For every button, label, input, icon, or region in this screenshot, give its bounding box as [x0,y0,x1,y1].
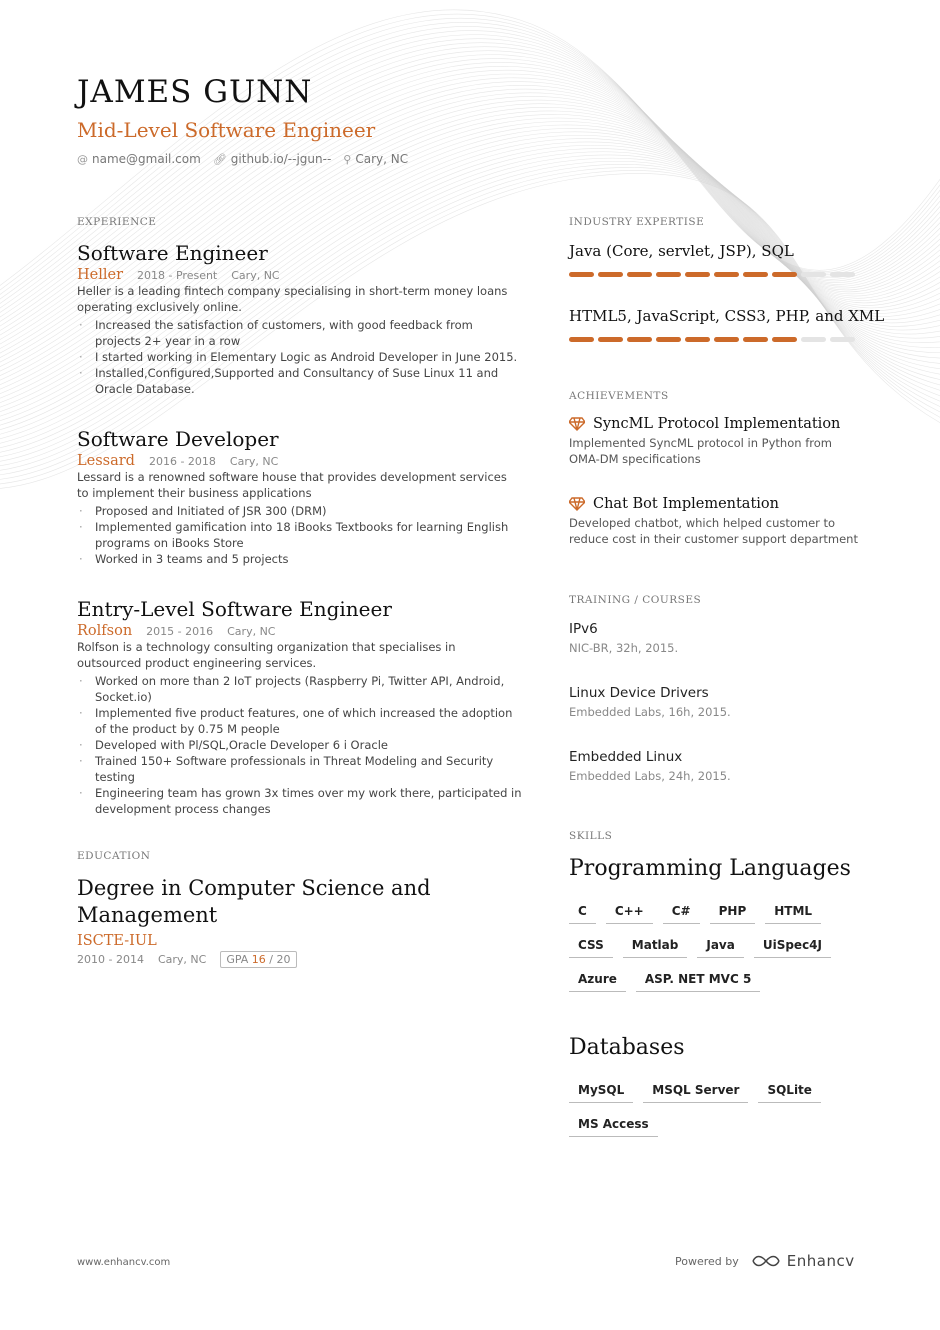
job-location: Cary, NC [227,625,276,638]
job-company: Lessard [77,453,135,469]
education-heading: EDUCATION [77,850,151,862]
skill-tag: Java [697,938,743,958]
contact-row [77,152,408,166]
job-description: Rolfson is a technology consulting organization that specialises in outsourced product engineering services. [77,640,456,670]
bullet-item: · I started working in Elementary Logic as Android Developer in June 2015. [77,349,522,365]
expertise-item [569,242,855,277]
level-segment-filled [685,337,710,342]
skill-tag: MySQL [569,1083,633,1103]
bullet-item: · Worked on more than 2 IoT projects (Raspberry Pi, Twitter API, Android, Socket.io) [77,673,522,705]
job-description: Lessard is a renowned software house that provides development services to implement their business applications [77,470,507,500]
job-location: Cary, NC [231,269,280,282]
course-item [569,621,678,655]
gpa-badge [220,951,296,968]
level-segment-filled [772,272,797,277]
skills-heading: SKILLS [569,830,613,842]
education-dates: 2010 - 2014 [77,953,144,966]
experience-entry [77,597,522,817]
level-segment-filled [627,337,652,342]
expertise-item [569,307,884,342]
achievement-description: Implemented SyncML protocol in Python from OMA-DM specifications [569,436,832,466]
course-item [569,749,731,783]
skill-tag: MS Access [569,1117,658,1137]
job-bullets [77,503,522,567]
school-name: ISCTE-IUL [77,933,157,949]
gpa-separator: / [269,953,274,966]
education-meta [77,951,497,968]
level-segment-filled [598,337,623,342]
diamond-icon [569,417,585,431]
job-company: Heller [77,267,124,283]
skill-tag: CSS [569,938,613,958]
job-meta [77,267,522,283]
level-segment-filled [772,337,797,342]
course-detail: Embedded Labs, 24h, 2015. [569,769,731,783]
achievement-title: SyncML Protocol Implementation [593,416,841,432]
link-icon: 🔗︎ [212,153,227,166]
job-company: Rolfson [77,623,133,639]
bullet-item: · Increased the satisfaction of customers, with good feedback from projects 2+ year in a row [77,317,522,349]
level-segment-filled [743,337,768,342]
experience-heading: EXPERIENCE [77,216,157,228]
skill-tag: C++ [606,904,653,924]
expertise-level-bar [569,337,884,342]
job-role: Software Engineer [77,241,268,265]
education-location: Cary, NC [157,953,207,966]
bullet-item: · Developed with Pl/SQL,Oracle Developer 6 i Oracle [77,737,522,753]
contact-location [343,152,408,166]
course-detail: NIC-BR, 32h, 2015. [569,641,679,655]
level-segment-filled [569,337,594,342]
skill-tag: SQLite [758,1083,820,1103]
job-role: Software Developer [77,427,279,451]
link-text: github.io/--jgun-- [230,152,332,166]
achievement-title-row [569,416,864,432]
level-segment-filled [743,272,768,277]
bullet-item: · Engineering team has grown 3x times over my work there, participated in development process changes [77,785,522,817]
job-dates: 2018 - Present [137,269,218,282]
enhancv-logo-icon [751,1254,781,1268]
level-segment-filled [627,272,652,277]
degree-title: Degree in Computer Science and Management [77,876,431,927]
gpa-value: 16 [251,953,266,966]
job-role: Entry-Level Software Engineer [77,597,392,621]
skill-tag: ASP. NET MVC 5 [636,972,760,992]
diamond-icon [569,497,585,511]
expertise-name: Java (Core, servlet, JSP), SQL [569,242,794,260]
footer-website[interactable]: www.enhancv.com [77,1257,171,1268]
skill-tag: UiSpec4J [754,938,831,958]
achievement-item [569,416,864,467]
skill-group-title: Databases [569,1035,685,1060]
contact-link[interactable] [213,152,331,166]
job-bullets [77,317,522,397]
level-segment-filled [656,337,681,342]
level-segment-filled [656,272,681,277]
skill-tag: Matlab [623,938,688,958]
level-segment-filled [714,337,739,342]
bullet-item: · Proposed and Initiated of JSR 300 (DRM) [77,503,522,519]
level-segment-empty [801,272,826,277]
achievements-heading: ACHIEVEMENTS [569,390,669,402]
skill-group-title: Programming Languages [569,856,851,881]
education-entry [77,875,497,968]
bullet-item: · Worked in 3 teams and 5 projects [77,551,522,567]
bullet-item: · Trained 150+ Software professionals in Threat Modeling and Security testing [77,753,522,785]
footer-powered[interactable] [675,1252,855,1270]
level-segment-filled [598,272,623,277]
skill-tag: MSQL Server [643,1083,748,1103]
skill-tag: C# [663,904,700,924]
training-heading: TRAINING / COURSES [569,594,702,606]
brand-logo [751,1252,855,1270]
level-segment-empty [830,272,855,277]
bullet-item: · Installed,Configured,Supported and Consultancy of Suse Linux 11 and Oracle Database. [77,365,522,397]
experience-entry [77,427,522,567]
level-segment-filled [569,272,594,277]
gpa-label: GPA [226,953,249,966]
skill-tags [569,1083,869,1137]
skill-tags [569,904,869,992]
skill-tag: HTML [765,904,821,924]
achievement-description: Developed chatbot, which helped customer to reduce cost in their customer support department [569,516,858,546]
bullet-item: · Implemented five product features, one of which increased the adoption of the product by 0.75 M people [77,705,522,737]
course-detail: Embedded Labs, 16h, 2015. [569,705,731,719]
course-title: Linux Device Drivers [569,685,709,701]
at-icon: @ [77,153,88,166]
achievement-title-row [569,496,864,512]
experience-entry [77,241,522,397]
skill-tag: C [569,904,596,924]
expertise-name: HTML5, JavaScript, CSS3, PHP, and XML [569,307,885,325]
job-dates: 2015 - 2016 [146,625,214,638]
level-segment-empty [830,337,855,342]
expertise-level-bar [569,272,855,277]
contact-email[interactable] [77,152,201,166]
powered-by-label: Powered by [675,1254,739,1268]
achievement-item [569,496,864,547]
job-dates: 2016 - 2018 [148,455,216,468]
brand-name: Enhancv [786,1252,855,1270]
job-description: Heller is a leading fintech company specialising in short-term money loans operating exclusively online. [77,284,508,314]
location-pin-icon: ⚲ [343,153,352,166]
course-title: IPv6 [569,621,598,637]
level-segment-filled [685,272,710,277]
bullet-item: · Implemented gamification into 18 iBooks Textbooks for learning English programs on iBooks Store [77,519,522,551]
job-bullets [77,673,522,817]
course-title: Embedded Linux [569,749,683,765]
level-segment-filled [714,272,739,277]
skill-tag: Azure [569,972,626,992]
location-text: Cary, NC [355,152,409,166]
candidate-title: Mid-Level Software Engineer [77,118,376,142]
level-segment-empty [801,337,826,342]
job-location: Cary, NC [229,455,279,468]
job-meta [77,623,522,639]
job-meta [77,453,522,469]
candidate-name: JAMES GUNN [77,74,313,110]
expertise-heading: INDUSTRY EXPERTISE [569,216,705,228]
skill-tag: PHP [710,904,756,924]
email-text: name@gmail.com [92,152,201,166]
achievement-title: Chat Bot Implementation [593,496,779,512]
course-item [569,685,731,719]
gpa-max: 20 [276,953,291,966]
